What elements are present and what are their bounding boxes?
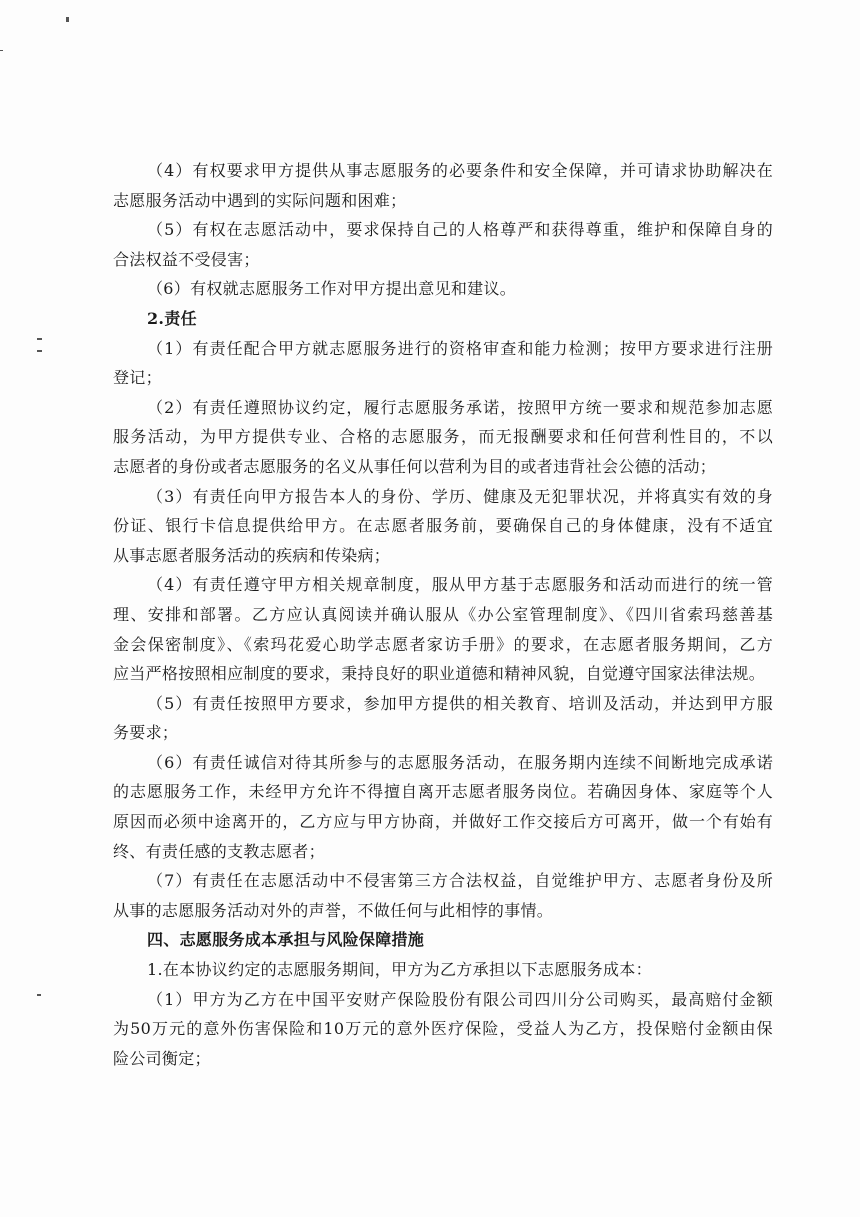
text-line: （5）有责任按照甲方要求，参加甲方提供的相关教育、培训及活动，并达到甲方服 bbox=[147, 693, 773, 713]
scan-mark bbox=[0, 50, 3, 51]
scan-mark bbox=[37, 994, 41, 996]
text-line: 登记； bbox=[113, 368, 162, 388]
text-line: 合法权益不受侵害； bbox=[113, 249, 260, 269]
text-line: （3）有责任向甲方报告本人的身份、学历、健康及无犯罪状况，并将真实有效的身 bbox=[147, 486, 773, 506]
text-line: 应当严格按照相应制度的要求，秉持良好的职业道德和精神风貌，自觉遵守国家法律法规。 bbox=[113, 664, 766, 684]
text-line: （4）有责任遵守甲方相关规章制度，服从甲方基于志愿服务和活动而进行的统一管 bbox=[147, 575, 773, 595]
text-line: 服务活动，为甲方提供专业、合格的志愿服务，而无报酬要求和任何营利性目的，不以 bbox=[113, 427, 773, 447]
text-line: （7）有责任在志愿活动中不侵害第三方合法权益，自觉维护甲方、志愿者身份及所 bbox=[147, 871, 773, 891]
section-heading: 四、志愿服务成本承担与风险保障措施 bbox=[147, 930, 425, 950]
text-line: 1.在本协议约定的志愿服务期间，甲方为乙方承担以下志愿服务成本： bbox=[147, 960, 652, 980]
section-heading: 2.责任 bbox=[147, 308, 197, 328]
text-line: 从事志愿者服务活动的疾病和传染病； bbox=[113, 545, 391, 565]
text-line: （6）有责任诚信对待其所参与的志愿服务活动，在服务期内连续不间断地完成承诺 bbox=[147, 752, 773, 772]
scan-mark bbox=[37, 350, 42, 352]
text-line: 志愿服务活动中遇到的实际问题和困难； bbox=[113, 190, 407, 210]
text-line: 理、安排和部署。乙方应认真阅读并确认服从《办公室管理制度》、《四川省索玛慈善基 bbox=[113, 604, 773, 624]
text-line: （6）有权就志愿服务工作对甲方提出意见和建议。 bbox=[147, 279, 517, 299]
text-line: （2）有责任遵照协议约定，履行志愿服务承诺，按照甲方统一要求和规范参加志愿 bbox=[147, 397, 773, 417]
text-line: （1）甲方为乙方在中国平安财产保险股份有限公司四川分公司购买，最高赔付金额 bbox=[147, 989, 773, 1009]
text-line: 终、有责任感的支教志愿者； bbox=[113, 841, 325, 861]
scan-mark bbox=[37, 338, 42, 340]
text-line: （5）有权在志愿活动中，要求保持自己的人格尊严和获得尊重，维护和保障自身的 bbox=[147, 220, 773, 240]
text-line: 从事的志愿服务活动对外的声誉，不做任何与此相悖的事情。 bbox=[113, 900, 554, 920]
text-line: 险公司衡定； bbox=[113, 1048, 211, 1068]
scan-mark bbox=[66, 17, 69, 22]
text-line: 原因而必须中途离开的，乙方应与甲方协商，并做好工作交接后方可离开，做一个有始有 bbox=[113, 812, 773, 832]
text-line: 务要求； bbox=[113, 723, 179, 743]
text-line: 志愿者的身份或者志愿服务的名义从事任何以营利为目的或者违背社会公德的活动； bbox=[113, 456, 717, 476]
text-line: （4）有权要求甲方提供从事志愿服务的必要条件和安全保障，并可请求协助解决在 bbox=[147, 161, 773, 180]
text-line: 份证、银行卡信息提供给甲方。在志愿者服务前，要确保自己的身体健康，没有不适宜 bbox=[113, 516, 773, 536]
text-line: 的志愿服务工作，未经甲方允许不得擅自离开志愿者服务岗位。若确因身体、家庭等个人 bbox=[113, 782, 773, 802]
text-line: （1）有责任配合甲方就志愿服务进行的资格审查和能力检测；按甲方要求进行注册 bbox=[147, 338, 773, 358]
text-line: 金会保密制度》、《索玛花爱心助学志愿者家访手册》的要求，在志愿者服务期间，乙方 bbox=[113, 634, 773, 654]
document-body bbox=[113, 156, 773, 1073]
text-line: 为50万元的意外伤害保险和10万元的意外医疗保险，受益人为乙方，投保赔付金额由保 bbox=[113, 1019, 773, 1039]
